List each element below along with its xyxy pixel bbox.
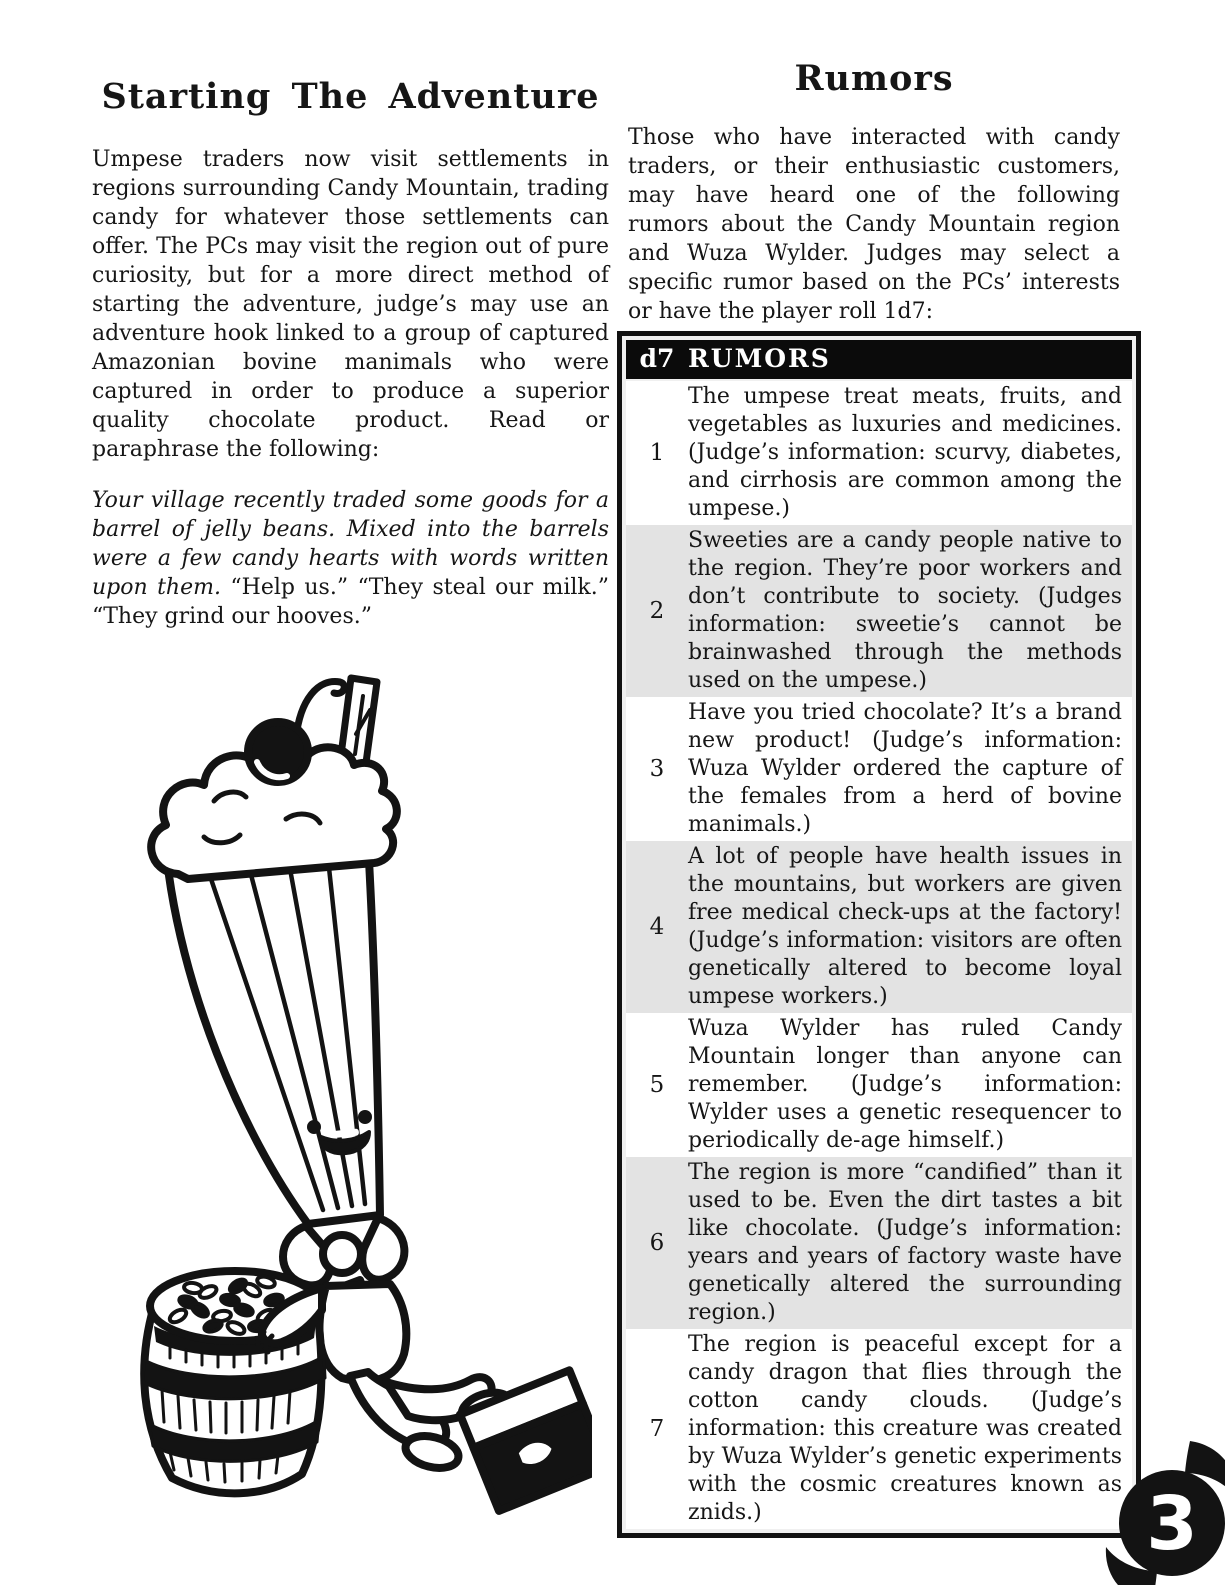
rumor-text: The region is peaceful except for a candy dragon that flies through the cotton candy clouds. (Judge’s information: this creature was created by Wuza Wylder’s genetic experiments with the cosmic creatures known as znids.) — [688, 1332, 1122, 1525]
read-aloud-italic-text: Your village recently traded some goods for a barrel of jelly beans. Mixed into the barrels were a few candy hearts with words written upon them. — [92, 488, 609, 600]
rumor-roll-number: 1 — [649, 440, 665, 466]
rumor-text: Sweeties are a candy people native to the region. They’re poor workers and don’t contribute to society. (Judges information: sweetie’s cannot be brainwashed through the methods used on the umpese.) — [688, 528, 1122, 693]
rumor-row — [626, 381, 1132, 525]
section-heading-rumors: Rumors — [794, 58, 954, 99]
starting-adventure-intro-paragraph: Umpese traders now visit settlements in regions surrounding Candy Mountain, trading candy for whatever those settlements can offer. The PCs may visit the region out of pure curiosity, but for a more direct method of starting the adventure, judge’s may use an adventure hook linked to a group of captured Amazonian bovine manimals who were captured in order to produce a superior quality chocolate product. Read or paraphrase the following: — [92, 147, 609, 462]
rumors-intro-paragraph: Those who have interacted with candy traders, or their enthusiastic customers, may have heard one of the following rumors about the Candy Mountain region and Wuza Wylder. Judges may select a specific rumor based on the PCs’ interests or have the player roll 1d7: — [628, 125, 1120, 324]
rumor-text: Have you tried chocolate? It’s a brand new product! (Judge’s information: Wuza Wylder ordered the capture of the females from a herd of bovine manimals.) — [688, 700, 1122, 837]
torso — [319, 1284, 406, 1381]
rumor-row — [626, 697, 1132, 841]
read-aloud-paragraph — [92, 486, 609, 631]
rumor-text: A lot of people have health issues in the mountains, but workers are given free medical check-ups at the factory! (Judge’s information: visitors are often genetically altered to become loyal umpese workers.) — [688, 844, 1122, 1009]
rumor-text: The umpese treat meats, fruits, and vegetables as luxuries and medicines. (Judge’s information: scurvy, diabetes, and cirrhosis are common among the umpese.) — [688, 384, 1122, 521]
rumor-row — [626, 1013, 1132, 1157]
rumor-row — [626, 841, 1132, 1013]
right-column — [628, 58, 1120, 348]
section-heading-starting-the-adventure: Starting The Adventure — [101, 76, 600, 117]
rumor-row — [626, 1157, 1132, 1329]
read-aloud-quotes-text: “Help us.” “They steal our milk.” “They grind our hooves.” — [92, 575, 610, 629]
rumor-text: The region is more “candified” than it used to be. Even the dirt tastes a bit like chocolate. (Judge’s information: years and years of factory waste have genetically altered the surrounding region.) — [688, 1160, 1122, 1325]
rumors-table-header-row — [626, 340, 1132, 379]
rumor-row — [626, 525, 1132, 697]
rumor-roll-number: 4 — [649, 914, 665, 940]
rumors-table-header-d7: d7 — [639, 344, 675, 373]
rumor-roll-number: 5 — [649, 1072, 665, 1098]
page-number: 3 — [1146, 1481, 1198, 1567]
rumors-table-header-rumors: RUMORS — [688, 344, 831, 373]
rumor-row — [626, 1329, 1132, 1529]
rumors-table-body — [626, 381, 1132, 1529]
rumor-roll-number: 6 — [649, 1230, 665, 1256]
rumors-table — [617, 331, 1141, 1538]
rumor-roll-number: 2 — [649, 598, 665, 624]
rumor-roll-number: 3 — [649, 756, 665, 782]
page-number-badge — [1098, 1437, 1225, 1585]
milkshake-character-illustration — [118, 638, 592, 1518]
rumor-text: Wuza Wylder has ruled Candy Mountain longer than anyone can remember. (Judge’s information: Wylder uses a genetic resequencer to periodically de-age himself.) — [688, 1016, 1122, 1153]
left-column — [92, 76, 609, 631]
rumor-roll-number: 7 — [649, 1416, 665, 1442]
